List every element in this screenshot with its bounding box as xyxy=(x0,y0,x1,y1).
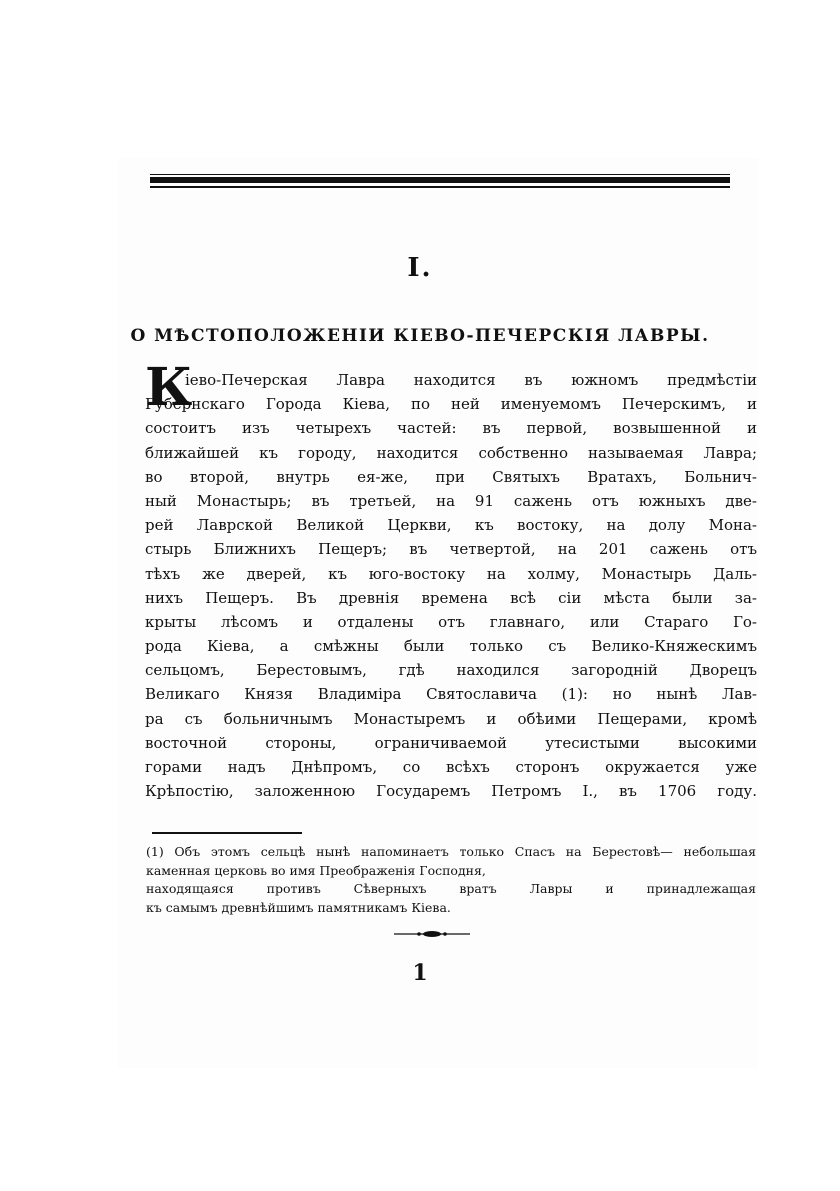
footnote-rule xyxy=(152,832,302,834)
body-line: Крѣпостію, заложенною Государемъ Петромъ I., въ 1706 году. xyxy=(145,782,757,801)
body-line: крыты лѣсомъ и отдалены отъ главнаго, или Стараго Го- xyxy=(145,612,757,631)
chapter-number: I. xyxy=(407,253,433,283)
body-line: нихъ Пещеръ. Въ древнія времена всѣ сіи мѣста были за- xyxy=(145,588,757,607)
body-line: во второй, внутрь ея-же, при Святыхъ Вратахъ, Больнич- xyxy=(145,467,757,486)
chapter-title: О МѢСТОПОЛОЖЕНІИ КІЕВО-ПЕЧЕРСКІЯ ЛАВРЫ. xyxy=(130,326,710,346)
body-line: горами надъ Днѣпромъ, со всѣхъ сторонъ окружается уже xyxy=(145,758,757,776)
page-number: 1 xyxy=(412,960,428,986)
footnote-line: находящаяся противъ Сѣверныхъ вратъ Лавры и принадлежащая xyxy=(146,881,756,897)
footnote xyxy=(146,843,756,917)
body-line: состоитъ изъ четырехъ частей: въ первой, возвышенной и xyxy=(145,419,757,438)
body-line: стырь Ближнихъ Пещеръ; въ четвертой, на 201 сажень отъ xyxy=(145,540,757,559)
body-line: Губернскаго Города Кіева, по ней именуемомъ Печерскимъ, и xyxy=(145,395,757,414)
footnote-line: (1) Объ этомъ сельцѣ нынѣ напоминаетъ только Спасъ на Берестовѣ— небольшая каменная церковь во имя Преображенія Господня, xyxy=(146,844,756,878)
drop-cap: К xyxy=(145,357,193,418)
body-line: тѣхъ же дверей, къ юго-востоку на холму, Монастырь Даль- xyxy=(145,564,757,583)
body-line: рей Лаврской Великой Церкви, къ востоку, на долу Мона- xyxy=(145,516,757,535)
body-line: восточной стороны, ограничиваемой утесистыми высокими xyxy=(145,733,757,752)
body-line: іево-Печерская Лавра находится въ южномъ предмѣстіи xyxy=(185,371,757,389)
body-line: ный Монастырь; въ третьей, на 91 сажень отъ южныхъ две- xyxy=(145,491,757,510)
body-line: ра съ больничнымъ Монастыремъ и обѣими Пещерами, кромѣ xyxy=(145,709,757,728)
body-line: сельцомъ, Берестовымъ, гдѣ находился загородній Дворецъ xyxy=(145,661,757,680)
body-line: ближайшей къ городу, находится собственно называемая Лавра; xyxy=(145,443,757,462)
body-paragraph xyxy=(145,368,757,803)
footnote-line: къ самымъ древнѣйшимъ памятникамъ Кіева. xyxy=(146,899,451,915)
ornament-divider xyxy=(392,928,472,940)
body-line: рода Кіева, а смѣжны были только съ Велико-Княжескимъ xyxy=(145,637,757,656)
header-rule xyxy=(150,174,730,188)
body-line: Великаго Князя Владиміра Святославича (1): но нынѣ Лав- xyxy=(145,685,757,704)
